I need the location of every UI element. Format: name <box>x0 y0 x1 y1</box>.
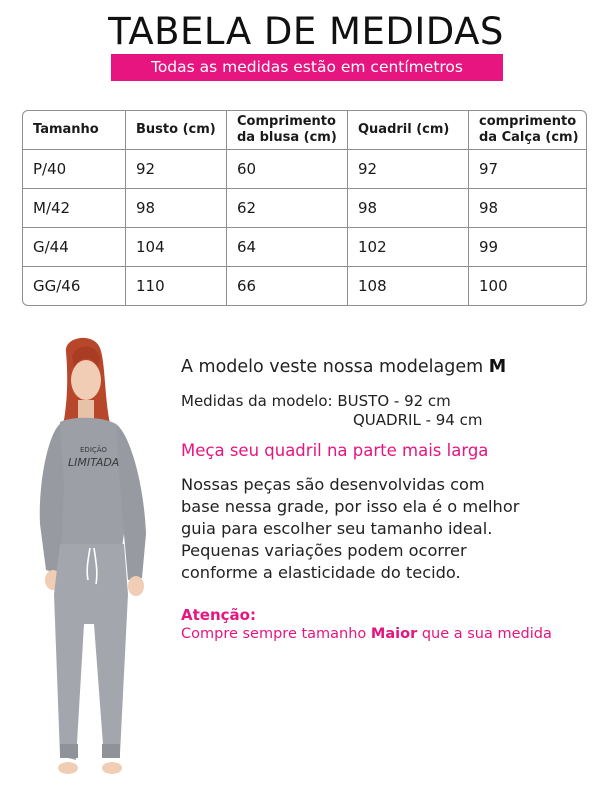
header-quadril: Quadril (cm) <box>348 111 469 150</box>
cell-quadril: 92 <box>348 150 469 189</box>
attention-label: Atenção: <box>181 606 256 624</box>
attention-text-bold: Maior <box>370 626 418 642</box>
size-table <box>22 110 587 306</box>
attention-text <box>181 626 552 642</box>
table-row <box>23 228 586 267</box>
description <box>181 474 601 584</box>
left-foot-shape <box>58 762 78 774</box>
model-bust: BUSTO - 92 cm <box>337 392 451 410</box>
header-tamanho: Tamanho <box>23 111 126 150</box>
left-cuff-shape <box>60 744 78 758</box>
description-line: Nossas peças são desenvolvidas com <box>181 475 485 494</box>
cell-comprimento-calca: 97 <box>469 150 586 189</box>
description-line: guia para escolher seu tamanho ideal. <box>181 519 493 538</box>
page-title: TABELA DE MEDIDAS <box>108 10 504 53</box>
cell-quadril: 98 <box>348 189 469 228</box>
cell-comprimento-blusa: 66 <box>227 267 348 305</box>
pants-shape <box>54 544 128 760</box>
table-row <box>23 267 586 305</box>
cell-size: P/40 <box>23 150 126 189</box>
right-cuff-shape <box>102 744 120 758</box>
model-photo <box>20 334 170 792</box>
table-row <box>23 150 586 189</box>
cell-comprimento-blusa: 60 <box>227 150 348 189</box>
model-measures-row-1 <box>181 392 482 411</box>
cell-quadril: 108 <box>348 267 469 305</box>
cell-comprimento-calca: 100 <box>479 277 508 295</box>
header-comprimento-blusa <box>227 111 348 150</box>
header-comprimento-calca-label: comprimento da Calça (cm) <box>479 114 579 145</box>
cell-busto: 110 <box>126 267 227 305</box>
header-comprimento-blusa-label: Comprimento da blusa (cm) <box>237 114 337 145</box>
right-hand-shape <box>128 576 144 596</box>
measures-label: Medidas da modelo: <box>181 392 333 410</box>
model-hip: QUADRIL - 94 cm <box>353 411 483 429</box>
cell-busto: 104 <box>126 228 227 267</box>
attention-text-before: Compre sempre tamanho <box>181 626 367 642</box>
description-line: conforme a elasticidade do tecido. <box>181 563 461 582</box>
header-comprimento-calca <box>469 111 586 150</box>
cell-size: M/42 <box>23 189 126 228</box>
description-line: base nessa grade, por isso ela é o melhor <box>181 497 520 516</box>
units-banner: Todas as medidas estão em centímetros <box>111 54 503 81</box>
model-size-value: M <box>488 357 507 377</box>
cell-busto: 92 <box>126 150 227 189</box>
cell-size: G/44 <box>23 228 126 267</box>
description-line: Pequenas variações podem ocorrer <box>181 541 467 560</box>
cell-comprimento-calca: 98 <box>469 189 586 228</box>
shirt-print-top: EDIÇÃO <box>80 446 107 454</box>
header-busto: Busto (cm) <box>126 111 227 150</box>
neck-shape <box>78 400 94 420</box>
right-foot-shape <box>102 762 122 774</box>
cell-size: GG/46 <box>23 267 126 305</box>
cell-comprimento-calca: 99 <box>469 228 586 267</box>
cell-comprimento-blusa: 64 <box>227 228 348 267</box>
table-header-row <box>23 111 586 150</box>
attention-text-after: que a sua medida <box>421 626 552 642</box>
cell-busto: 98 <box>126 189 227 228</box>
hip-tip: Meça seu quadril na parte mais larga <box>181 441 489 460</box>
cell-quadril: 102 <box>348 228 469 267</box>
model-measures <box>181 392 482 430</box>
shirt-print-bottom: LIMITADA <box>68 456 120 469</box>
cell-comprimento-blusa: 62 <box>227 189 348 228</box>
face-shape <box>71 360 101 400</box>
model-size-line <box>181 357 506 377</box>
table-row <box>23 189 586 228</box>
model-size-text: A modelo veste nossa modelagem <box>181 357 484 377</box>
